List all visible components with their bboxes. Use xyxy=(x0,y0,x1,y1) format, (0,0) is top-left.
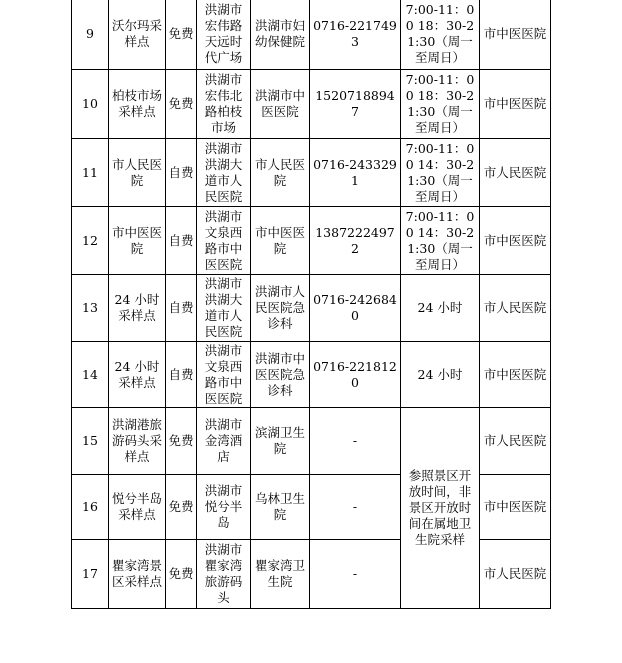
opening-hours: 参照景区开放时间，非景区开放时间在属地卫生院采样 xyxy=(401,408,480,609)
table-row xyxy=(72,475,551,540)
site-address: 洪湖市悦兮半岛 xyxy=(197,475,251,540)
supervising-hospital: 市人民医院 xyxy=(480,275,551,342)
fee-type: 自费 xyxy=(166,342,197,408)
site-address: 洪湖市文泉西路市中医医院 xyxy=(197,207,251,275)
row-number: 12 xyxy=(72,207,109,275)
supervising-hospital: 市中医医院 xyxy=(480,475,551,540)
responsible-agency: 市中医医院 xyxy=(251,207,310,275)
fee-type: 自费 xyxy=(166,139,197,207)
table-row xyxy=(72,139,551,207)
opening-hours: 7:00-11：00 14：30-21:30（周一至周日） xyxy=(401,139,480,207)
site-address: 洪湖市宏伟北路柏枝市场 xyxy=(197,70,251,139)
contact-phone: 0716-2217493 xyxy=(310,0,401,70)
table-row xyxy=(72,70,551,139)
opening-hours: 24 小时 xyxy=(401,342,480,408)
fee-type: 免费 xyxy=(166,475,197,540)
row-number: 14 xyxy=(72,342,109,408)
supervising-hospital: 市中医医院 xyxy=(480,70,551,139)
responsible-agency: 洪湖市中医医院 xyxy=(251,70,310,139)
row-number: 16 xyxy=(72,475,109,540)
opening-hours: 7:00-11：00 14：30-21:30（周一至周日） xyxy=(401,207,480,275)
supervising-hospital: 市中医医院 xyxy=(480,0,551,70)
site-name: 24 小时采样点 xyxy=(109,342,166,408)
site-name: 24 小时采样点 xyxy=(109,275,166,342)
responsible-agency: 洪湖市人民医院急诊科 xyxy=(251,275,310,342)
fee-type: 免费 xyxy=(166,70,197,139)
site-name: 瞿家湾景区采样点 xyxy=(109,540,166,609)
table-row xyxy=(72,408,551,475)
site-name: 悦兮半岛采样点 xyxy=(109,475,166,540)
supervising-hospital: 市人民医院 xyxy=(480,408,551,475)
site-name: 沃尔玛采样点 xyxy=(109,0,166,70)
site-address: 洪湖市文泉西路市中医医院 xyxy=(197,342,251,408)
site-address: 洪湖市洪湖大道市人民医院 xyxy=(197,275,251,342)
site-name: 市人民医院 xyxy=(109,139,166,207)
fee-type: 自费 xyxy=(166,275,197,342)
table-row xyxy=(72,207,551,275)
supervising-hospital: 市人民医院 xyxy=(480,139,551,207)
sampling-sites-table xyxy=(71,0,551,609)
row-number: 10 xyxy=(72,70,109,139)
supervising-hospital: 市中医医院 xyxy=(480,342,551,408)
table-row xyxy=(72,275,551,342)
site-name: 洪湖港旅游码头采样点 xyxy=(109,408,166,475)
supervising-hospital: 市人民医院 xyxy=(480,540,551,609)
responsible-agency: 滨湖卫生院 xyxy=(251,408,310,475)
fee-type: 免费 xyxy=(166,540,197,609)
responsible-agency: 乌林卫生院 xyxy=(251,475,310,540)
responsible-agency: 洪湖市中医医院急诊科 xyxy=(251,342,310,408)
table-row xyxy=(72,540,551,609)
contact-phone: 0716-2433291 xyxy=(310,139,401,207)
contact-phone: 0716-2426840 xyxy=(310,275,401,342)
table-row xyxy=(72,0,551,70)
row-number: 11 xyxy=(72,139,109,207)
site-name: 柏枝市场采样点 xyxy=(109,70,166,139)
contact-phone: - xyxy=(310,475,401,540)
fee-type: 自费 xyxy=(166,207,197,275)
site-name: 市中医医院 xyxy=(109,207,166,275)
responsible-agency: 市人民医院 xyxy=(251,139,310,207)
contact-phone: - xyxy=(310,408,401,475)
contact-phone: 15207188947 xyxy=(310,70,401,139)
opening-hours: 24 小时 xyxy=(401,275,480,342)
fee-type: 免费 xyxy=(166,0,197,70)
responsible-agency: 瞿家湾卫生院 xyxy=(251,540,310,609)
site-address: 洪湖市瞿家湾旅游码头 xyxy=(197,540,251,609)
site-address: 洪湖市宏伟路天远时代广场 xyxy=(197,0,251,70)
row-number: 17 xyxy=(72,540,109,609)
fee-type: 免费 xyxy=(166,408,197,475)
contact-phone: 0716-2218120 xyxy=(310,342,401,408)
contact-phone: - xyxy=(310,540,401,609)
site-address: 洪湖市洪湖大道市人民医院 xyxy=(197,139,251,207)
row-number: 13 xyxy=(72,275,109,342)
supervising-hospital: 市中医医院 xyxy=(480,207,551,275)
table-row xyxy=(72,342,551,408)
opening-hours: 7:00-11：00 18：30-21:30（周一至周日） xyxy=(401,70,480,139)
site-address: 洪湖市金湾酒店 xyxy=(197,408,251,475)
row-number: 9 xyxy=(72,0,109,70)
contact-phone: 13872224972 xyxy=(310,207,401,275)
responsible-agency: 洪湖市妇幼保健院 xyxy=(251,0,310,70)
opening-hours: 7:00-11：00 18：30-21:30（周一至周日） xyxy=(401,0,480,70)
row-number: 15 xyxy=(72,408,109,475)
